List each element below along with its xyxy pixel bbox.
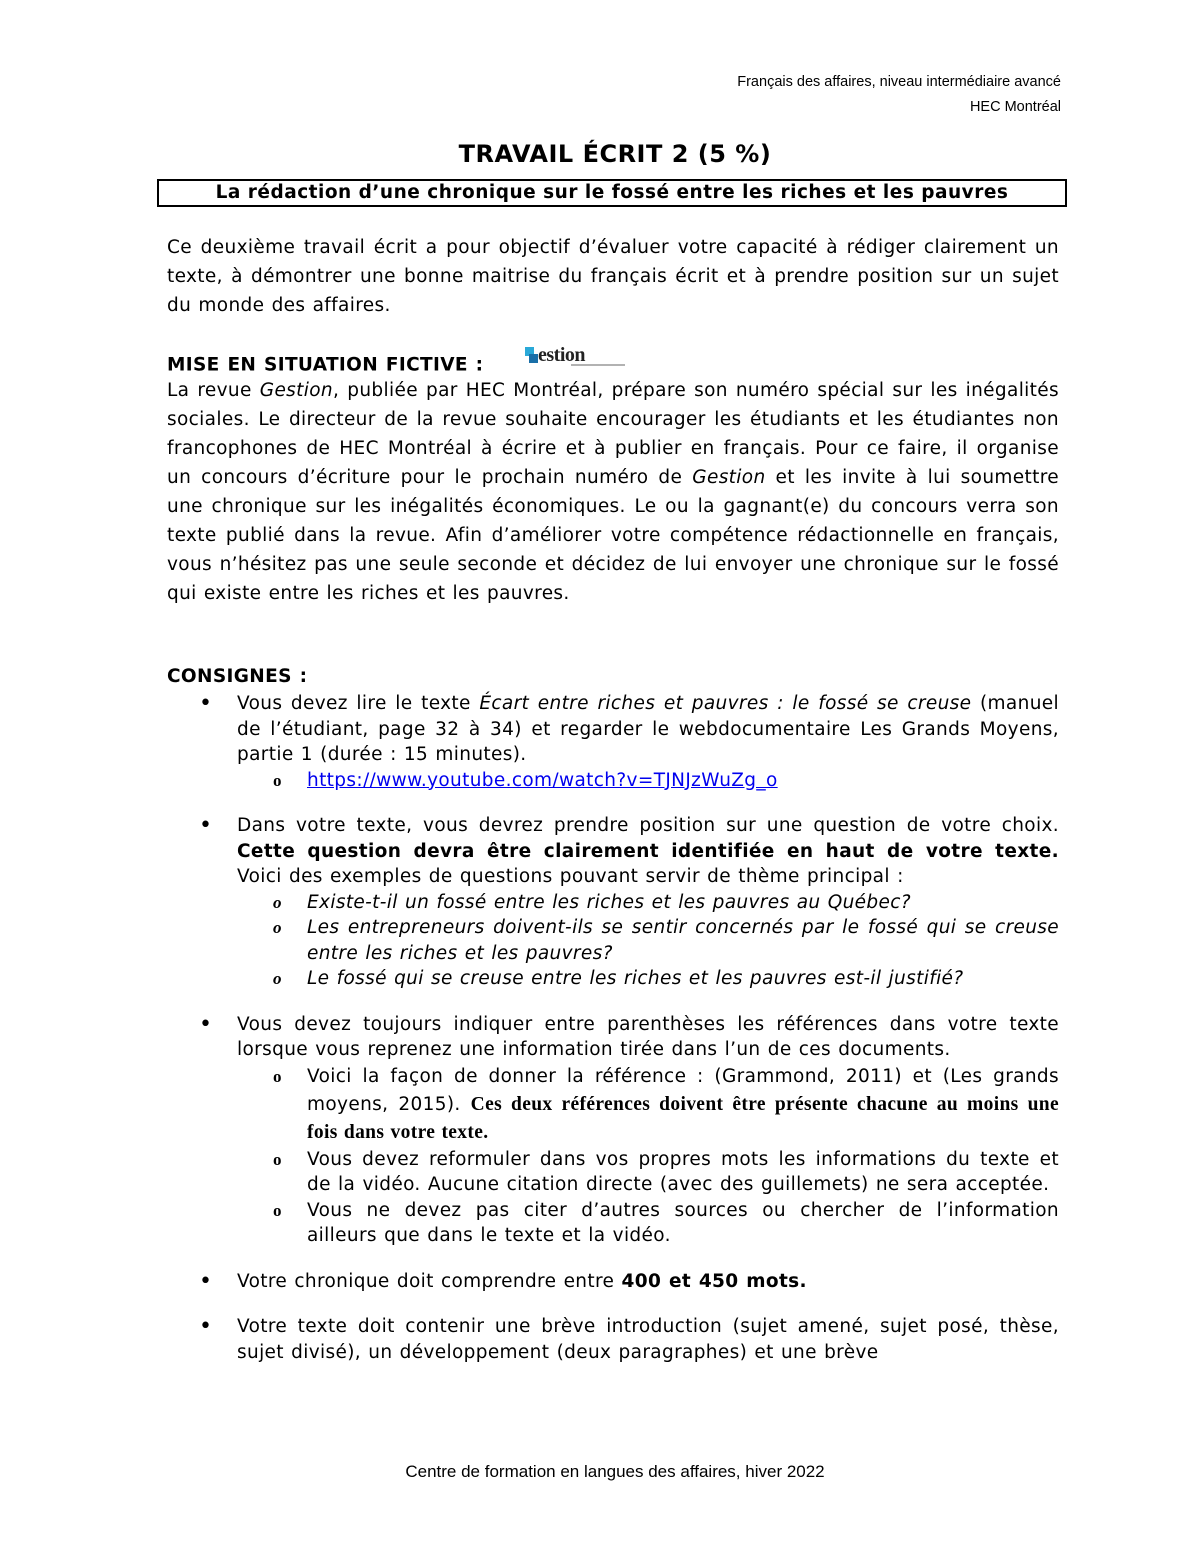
sub-list-item: o Existe-t-il un fossé entre les riches et les pauvres au Québec? — [237, 890, 1059, 916]
list-item: • Votre chronique doit comprendre entre 400 et 450 mots. — [167, 1269, 1059, 1295]
sub-list — [237, 890, 1059, 992]
consignes-list — [167, 691, 1059, 1365]
sub-list-item — [237, 768, 1059, 794]
subtitle: La rédaction d’une chronique sur le fossé entre les riches et les pauvres — [215, 182, 1009, 203]
sub-list-item: o Vous devez reformuler dans vos propres mots les informations du texte et de la vidéo. Aucune citation directe (avec des guillemets) ne sera acceptée. — [237, 1147, 1059, 1198]
gestion-title-1: Gestion — [259, 380, 334, 401]
sub-list — [237, 1063, 1059, 1249]
mise-en-situation-heading: MISE EN SITUATION FICTIVE : — [167, 354, 484, 376]
svg-text:estion: estion — [537, 344, 585, 366]
page-header — [737, 70, 1061, 120]
youtube-link[interactable]: https://www.youtube.com/watch?v=TJNJzWuZg_o — [307, 769, 778, 791]
sub-list-item: o Vous ne devez pas citer d’autres sources ou chercher de l’information ailleurs que dans le texte et la vidéo. — [237, 1198, 1059, 1249]
consignes-section — [167, 662, 1059, 1385]
sub-list-item: o Voici la façon de donner la référence : (Grammond, 2011) et (Les grands moyens, 2015). Ces deux références doivent être présente chacune au moins une fois dans votre texte. — [237, 1063, 1059, 1147]
list-item: • Votre texte doit contenir une brève introduction (sujet amené, sujet posé, thèse, sujet divisé), un développement (deux paragraphes) et une brève — [167, 1314, 1059, 1365]
sub-list-item: o Le fossé qui se creuse entre les riches et les pauvres est-il justifié? — [237, 966, 1059, 992]
sub-list — [237, 768, 1059, 794]
mise-en-situation-text: La revue Gestion, publiée par HEC Montréal, prépare son numéro spécial sur les inégalités sociales. Le directeur de la revue souhaite encourager les étudiants et les étudiantes non francophones de HEC Montréal à écrire et à publier en français. Pour ce faire, il organise un concours d’écriture pour le prochain numéro de Gestion et les invite à lui soumettre une chronique sur les inégalités économiques. Le ou la gagnant(e) du concours verra son texte publié dans la revue. Afin d’améliorer votre compétence rédactionnelle en français, vous n’hésitez pas une seule seconde et décidez de lui envoyer une chronique sur le fossé qui existe entre les riches et les pauvres. — [167, 380, 1059, 604]
course-name: Français des affaires, niveau intermédiaire avancé — [737, 74, 1061, 90]
list-item: • Dans votre texte, vous devrez prendre position sur une question de votre choix. Cette question devra être clairement identifiée en haut de votre texte. Voici des exemples de questions pouvant servir de thème principal : o Existe-t-il un fossé entre les riches et les pauvres au Québec? o Les entrepreneurs doivent-ils se sentir concernés par le fossé qui se creuse entre les riches et les pauvres? o Le fossé qui se creuse entre les riches et les pauvres est-il justifié? — [167, 813, 1059, 992]
question-requirement: Cette question devra être clairement identifiée en haut de votre texte. — [237, 840, 1059, 862]
reference-requirement: Ces deux références doivent être présente chacune au moins une fois dans votre texte. — [307, 1093, 1059, 1143]
subtitle-box — [157, 179, 1067, 207]
page-footer: Centre de formation en langues des affaires, hiver 2022 — [405, 1462, 825, 1481]
gestion-title-2: Gestion — [692, 467, 766, 488]
list-item: • Vous devez toujours indiquer entre parenthèses les références dans votre texte lorsque vous reprenez une information tirée dans l’un de ces documents. o Voici la façon de donner la référence : (Grammond, 2011) et (Les grands moyens, 2015). Ces deux références doivent être présente chacune au moins une fois dans votre texte. o Vous devez reformuler dans vos propres mots les informations du texte et de la vidéo. Aucune citation directe (avec des guillemets) ne sera acceptée. o Vous ne devez pas citer d’autres sources ou chercher de l’information ailleurs que dans le texte et la vidéo. — [167, 1012, 1059, 1249]
list-item: • Vous devez lire le texte Écart entre riches et pauvres : le fossé se creuse (manuel de l’étudiant, page 32 à 34) et regarder le webdocumentaire Les Grands Moyens, partie 1 (durée : 15 minutes). o https://www.youtube.com/watch?v=TJNJzWuZg_o — [167, 691, 1059, 793]
institution-name: HEC Montréal — [969, 99, 1061, 115]
mise-en-situation-section — [167, 344, 1059, 608]
reading-title: Écart entre riches et pauvres : le fossé se creuse — [479, 693, 972, 714]
intro-paragraph: Ce deuxième travail écrit a pour objectif d’évaluer votre capacité à rédiger clairement un texte, à démontrer une bonne maitrise du français écrit et à prendre position sur un sujet du monde des affaires. — [167, 237, 1059, 316]
page-title: TRAVAIL ÉCRIT 2 (5 %) — [458, 140, 772, 168]
gestion-logo — [525, 341, 629, 378]
gestion-logo-icon — [525, 341, 629, 369]
consignes-heading: CONSIGNES : — [167, 666, 308, 687]
word-count-requirement: 400 et 450 mots. — [621, 1270, 807, 1292]
sub-list-item: o Les entrepreneurs doivent-ils se sentir concernés par le fossé qui se creuse entre les riches et les pauvres? — [237, 915, 1059, 966]
mise-en-situation-heading-row — [167, 344, 1059, 376]
